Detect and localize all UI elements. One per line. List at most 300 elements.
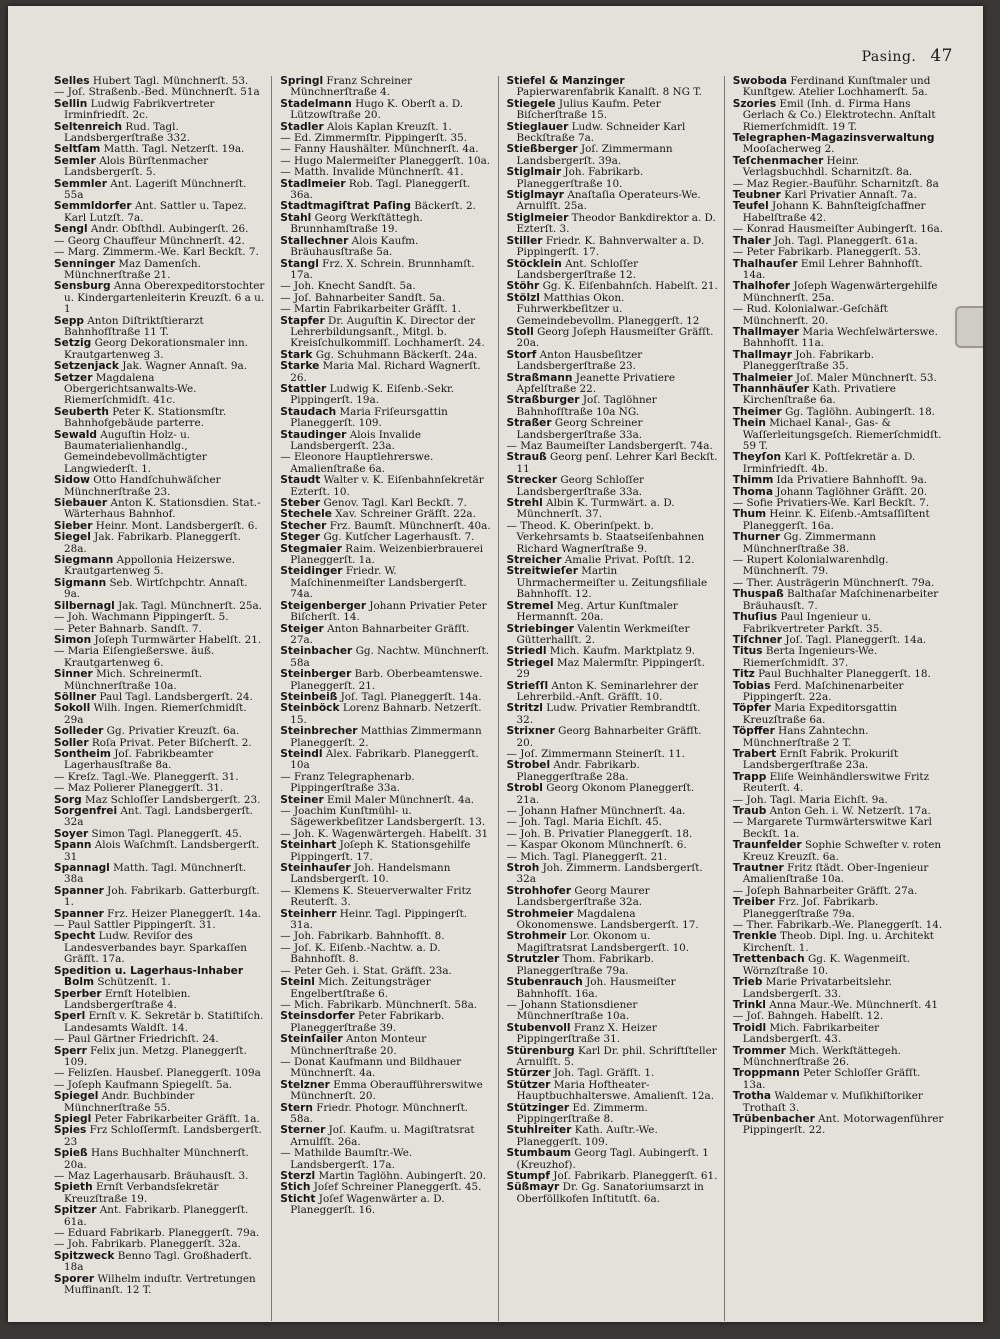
directory-entry	[280, 1194, 492, 1217]
directory-entry	[54, 407, 266, 430]
entry-name: Stuhlreiter	[506, 1124, 572, 1137]
entry-details: Mooſacherweg 2.	[742, 143, 835, 156]
entry-details: Wilh. Ingen. Riemerſchmidſt. 29a	[64, 702, 247, 726]
entry-details: Joſ. Fabrikbeamter Lagerhausſtraße 8a.	[64, 747, 214, 772]
entry-name: Spanner	[54, 907, 104, 920]
entry-details: Maria Expeditorsgattin Kreuzſtraße 6a.	[742, 702, 897, 726]
entry-name: Steinbeiß	[280, 690, 338, 703]
directory-entry	[507, 601, 719, 624]
directory-entry	[507, 1125, 719, 1148]
entry-details: Ant. Tagl. Landsbergerſt. 32a	[64, 805, 253, 829]
entry-name: Trautner	[732, 862, 784, 875]
entry-name: Steiger	[280, 622, 324, 635]
entry-name: Theyſon	[732, 451, 782, 464]
directory-entry	[507, 236, 719, 259]
entry-details: — Joh. Tagl. Maria Eichſt. 45.	[506, 816, 663, 829]
directory-entry	[733, 681, 946, 704]
entry-name: Stöcklein	[506, 257, 562, 270]
entry-details: Dr. Gg. Sanatoriumsarzt in Oberföllkofen Inſtitutſt. 6a.	[516, 1181, 704, 1205]
entry-details: — Joh. Knecht Sandſt. 5a.	[280, 280, 416, 293]
entry-details: Bäckerſt. 2.	[414, 200, 476, 213]
directory-entry	[507, 760, 719, 783]
entry-details: Gg. Nachtw. Münchnerſt. 58a	[290, 645, 490, 669]
entry-details: Maria Wechſelwärterswe. Bahnhofſt. 11a.	[742, 325, 938, 350]
entry-name: Strobl	[506, 782, 543, 795]
entry-name: Spiegel	[54, 1090, 99, 1103]
entry-name: Stubenvoll	[506, 1021, 571, 1034]
directory-entry	[507, 76, 719, 99]
entry-name: Stremel	[506, 599, 554, 612]
entry-name: Steigenberger	[280, 599, 367, 612]
entry-details: Friedr. K. Bahnverwalter a. D. Pippingerſt. 17.	[516, 234, 705, 259]
directory-column-3	[503, 76, 725, 1321]
entry-details: Joh. Fabrikarb. Planeggerſtraße 35.	[742, 348, 875, 373]
entry-details: Ludwig K. Eiſenb.-Sekr. Pippingerſt. 19a.	[290, 382, 455, 407]
entry-details: Genov. Tagl. Karl Beckſt. 7.	[323, 497, 467, 510]
directory-entry	[54, 498, 266, 521]
entry-details: Julius Kaufm. Peter Biſcherſtraße 15.	[516, 97, 661, 122]
entry-name: Thalhauſer	[732, 257, 798, 270]
entry-name: Söllner	[54, 690, 97, 703]
directory-entry	[280, 259, 492, 282]
page-header-place: Pasing.	[861, 49, 917, 65]
entry-details: Jak. Fabrikarb. Planeggerſt. 28a.	[64, 531, 241, 555]
entry-name: Steber	[280, 497, 321, 510]
entry-details: Heinr. Tagl. Pippingerſt. 31a.	[290, 907, 468, 932]
directory-entry	[507, 350, 719, 373]
entry-details: Emil Maler Münchnerſt. 4a.	[327, 793, 475, 806]
entry-name: Stützer	[506, 1078, 551, 1091]
entry-details: — Ther. Austrägerin Münchnerſt. 79a.	[732, 576, 935, 589]
entry-details: Maria Friſeursgattin Planeggerſt. 109.	[290, 405, 448, 430]
entry-details: Balthaſar Maſchinenarbeiter Bräuhausſt. 7.	[742, 588, 939, 612]
directory-entry	[733, 1091, 946, 1114]
entry-name: Troidl	[732, 1021, 767, 1034]
entry-name: Stritzl	[506, 702, 543, 715]
entry-details: Anton K. Seminarlehrer der Lehrerbild.-Anſt. Gräfſt. 10.	[516, 679, 699, 703]
entry-details: Anton Hausbeſitzer Landsbergerſtraße 23.	[516, 348, 643, 373]
entry-details: Gg. Zimmermann Münchnerſtraße 38.	[742, 531, 876, 555]
directory-entry	[733, 646, 946, 669]
entry-details: Anna Maur.-We. Münchnerſt. 41	[769, 998, 938, 1011]
entry-name: Strobel	[506, 759, 551, 772]
entry-details: Gg. Schuhmann Bäckerſt. 24a.	[315, 348, 478, 361]
entry-name: Steinsdorfer	[280, 1010, 355, 1023]
entry-details: — Georg Chauffeur Münchnerſt. 42.	[54, 234, 245, 247]
entry-name: Strehl	[506, 497, 543, 510]
entry-details: — Paul Gärtner Friedrichſt. 24.	[54, 1033, 219, 1046]
directory-entry	[54, 179, 266, 202]
entry-details: Jak. Wagner Annaſt. 9a.	[122, 360, 248, 373]
entry-details: Mich. Schreinermſt. Münchnerſtraße 10a.	[64, 668, 203, 692]
entry-details: Ludwig Fabrikvertreter Irminfriedſt. 2c.	[64, 97, 215, 122]
entry-details: — Sofie Privatiers-We. Karl Beckſt. 7.	[732, 497, 930, 510]
directory-entry	[507, 144, 719, 167]
entry-details: Peter K. Stationsmſtr. Bahnhofgebäude parterre.	[64, 405, 227, 430]
entry-details: Anton Bahnarbeiter Gräfſt. 27a.	[290, 622, 470, 646]
entry-name: Steinbrecher	[280, 725, 358, 738]
entry-name: Stiglmayr	[506, 189, 565, 202]
entry-details: Dr. Auguſtin K. Director der Lehrerbildungsanſt., Mitgl. b. Kreisſchulkommiſſ. Lochhamerſt. 24.	[290, 314, 485, 350]
entry-name: Thuſius	[732, 611, 778, 624]
entry-details: Maz Schloſſer Landsbergerſt. 23.	[85, 793, 261, 806]
entry-name: Spedition u. Lagerhaus-Inhaber Bolm	[54, 964, 244, 989]
directory-entry	[54, 99, 266, 122]
directory-entry	[507, 1023, 719, 1046]
directory-entry	[54, 703, 266, 726]
entry-name: Sengl	[54, 223, 88, 236]
entry-details: Barb. Oberbeamtenswe. Planeggerſt. 21.	[290, 668, 483, 692]
entry-details: Berta Ingenieurs-We. Riemerſchmidſt. 37.	[742, 645, 878, 669]
entry-name: Stadlmeier	[280, 177, 346, 190]
entry-name: Thalhofer	[732, 280, 791, 293]
entry-details: Benno Tagl. Großhaderſt. 18a	[64, 1249, 252, 1274]
directory-entry	[507, 190, 719, 213]
entry-name: Stumbaum	[506, 1147, 572, 1160]
directory-entry	[280, 703, 492, 726]
entry-name: Spies	[54, 1124, 87, 1137]
directory-entry	[280, 863, 492, 886]
directory-entry	[507, 909, 719, 932]
entry-details: Paul Ingenieur u. Fabrikvertreter Parkſt. 35.	[742, 611, 883, 635]
entry-name: Steinhart	[280, 839, 337, 852]
entry-name: Staudach	[280, 405, 337, 418]
entry-name: Spanner	[54, 884, 104, 897]
entry-details: Maz Malermſtr. Pippingerſt. 29	[516, 656, 705, 681]
directory-entry	[54, 1148, 266, 1171]
entry-details: Michael Kanal-, Gas- & Waſſerleitungsgeſch. Riemerſchmidſt. 59 T.	[742, 417, 942, 452]
entry-name: Strohmeier	[506, 907, 574, 920]
entry-name: Setzig	[54, 337, 92, 350]
directory-entry	[280, 1011, 492, 1034]
entry-details: Matth. Tagl. Netzerſt. 19a.	[103, 143, 245, 156]
directory-entry	[733, 817, 946, 840]
entry-details: Johann Privatier Peter Biſcherſt. 14.	[290, 599, 487, 624]
entry-name: Striedl	[506, 645, 547, 658]
entry-details: — Theod. K. Oberinſpekt. b. Verkehrsamts b. Staatseiſenbahnen Richard Wagnerſtraße 9.	[506, 519, 705, 555]
entry-name: Trotha	[732, 1090, 772, 1103]
entry-details: — Joh. Fabrikarb. Planeggerſt. 32a.	[54, 1238, 241, 1251]
entry-name: Steinböck	[280, 702, 340, 715]
entry-details: Karl Privatier Annaſt. 7a.	[784, 189, 917, 202]
directory-entry	[280, 99, 492, 122]
entry-details: Peter Fabrikarbeiter Gräfſt. 1a.	[94, 1112, 260, 1125]
entry-details: Anton Monteur Münchnerſtraße 20.	[290, 1033, 427, 1057]
entry-details: Ed. Zimmerm. Pippingerſtraße 8.	[516, 1101, 648, 1125]
entry-details: Paul Tagl. Landsbergerſt. 24.	[99, 690, 253, 703]
entry-name: Thannhäuſer	[732, 382, 810, 395]
entry-details: Johann Taglöhner Gräfſt. 20.	[776, 485, 928, 498]
directory-entry	[733, 954, 946, 977]
entry-details: — Rud. Kolonialwar.-Geſchäft Münchnerſt. 20.	[732, 303, 888, 327]
entry-details: Sophie Schweſter v. roten Kreuz Kreuzſt. 6a.	[742, 839, 942, 863]
entry-name: Semmler	[54, 177, 107, 190]
entry-name: Töpffer	[732, 725, 775, 738]
directory-entry	[733, 703, 946, 726]
entry-details: Georg Maurer Landsbergerſtraße 32a.	[516, 884, 650, 909]
binder-tab	[955, 306, 983, 348]
directory-entry	[507, 1046, 719, 1069]
entry-details: Fritz ſtädt. Ober-Ingenieur Amalienſtraße 10a.	[742, 862, 929, 886]
entry-name: Steiner	[280, 793, 324, 806]
entry-details: Joſ. Zimmermann Landsbergerſt. 39a.	[516, 143, 673, 167]
entry-details: Gg. K. Wagenmeiſt. Wörnzſtraße 10.	[742, 953, 910, 977]
directory-entry	[280, 749, 492, 772]
entry-details: Magdalena Obergerichtsanwalts-We. Riemerſchmidſt. 41c.	[64, 371, 197, 407]
directory-entry	[507, 954, 719, 977]
entry-name: Sidow	[54, 474, 90, 487]
entry-name: Steinl	[280, 976, 315, 989]
entry-details: — Joh. Tagl. Maria Eichſt. 9a.	[732, 793, 888, 806]
entry-details: Joſ. Taglöhner Bahnhofſtraße 10a NG.	[516, 394, 657, 418]
entry-name: Stroh	[506, 862, 540, 875]
directory-entry	[733, 281, 946, 304]
directory-entry	[733, 384, 946, 407]
entry-name: Thuspaß	[732, 588, 784, 601]
entry-name: Thimm	[732, 474, 774, 487]
entry-details: Andr. Fabrikarb. Planeggerſtraße 28a.	[516, 759, 640, 783]
entry-details: Joh. Handelsmann Landsbergerſt. 10.	[290, 862, 451, 886]
entry-details: Schützenſt. 1.	[97, 976, 171, 989]
entry-name: Stecher	[280, 519, 327, 532]
entry-name: Semmldorfer	[54, 200, 132, 213]
entry-name: Spannagl	[54, 862, 110, 875]
entry-details: Georg Schloſſer Landsbergerſtraße 33a.	[516, 474, 645, 498]
entry-details: Frz. Baumſt. Münchnerſt. 40a.	[329, 519, 491, 532]
entry-name: Stieglauer	[506, 120, 569, 133]
directory-entry	[280, 1103, 492, 1126]
entry-details: Matth. Tagl. Münchnerſt. 38a	[64, 862, 247, 886]
entry-name: Sontheim	[54, 747, 111, 760]
directory-entry	[507, 977, 719, 1000]
directory-page	[8, 6, 983, 1322]
entry-details: Hans Zahntechn. Münchnerſtraße 2 T.	[742, 725, 869, 749]
entry-details: Lorenz Bahnarb. Netzerſt. 15.	[290, 702, 482, 726]
entry-details: Joſeph Wagenwärtergehilfe Münchnerſt. 25a.	[742, 280, 938, 304]
entry-name: Steindl	[280, 747, 323, 760]
entry-name: Trabert	[732, 747, 777, 760]
directory-entry	[54, 863, 266, 886]
entry-name: Stich	[280, 1181, 311, 1194]
entry-details: Ernſt v. K. Sekretär b. Statiſtiſch. Landesamts Waldſt. 14.	[64, 1010, 264, 1034]
entry-details: Matthias Okon. Fuhrwerkbeſitzer u. Gemeindebevollm. Planeggerſt. 12	[516, 291, 700, 327]
entry-details: Otto Handſchuhwäſcher Münchnerſtraße 23.	[64, 474, 221, 498]
directory-entry	[54, 966, 266, 989]
entry-details: Matthias Zimmermann Planeggerſt. 2.	[290, 725, 482, 749]
directory-entry	[507, 521, 719, 555]
entry-details: Raim. Weizenbierbrauerei Planeggerſt. 1a.	[290, 542, 484, 567]
entry-name: Simon	[54, 633, 92, 646]
entry-name: Sellin	[54, 97, 88, 110]
entry-details: Ant. Motorwagenführer Pippingerſt. 22.	[742, 1112, 944, 1137]
entry-name: Stapfer	[280, 314, 325, 327]
entry-details: Xav. Schreiner Gräfſt. 22a.	[335, 508, 476, 521]
entry-name: Thallmayer	[732, 325, 800, 338]
entry-name: Spieth	[54, 1181, 93, 1194]
directory-entry	[507, 395, 719, 418]
entry-name: Soller	[54, 736, 89, 749]
entry-name: Teufel	[732, 200, 769, 213]
directory-entry	[507, 886, 719, 909]
directory-entry	[280, 236, 492, 259]
directory-entry	[54, 749, 266, 772]
directory-entry	[280, 624, 492, 647]
directory-entry	[54, 1274, 266, 1297]
directory-entry	[280, 772, 492, 795]
directory-entry	[54, 1182, 266, 1205]
directory-entry	[733, 418, 946, 452]
entry-name: Strauß	[506, 451, 547, 464]
entry-name: Seltſam	[54, 143, 101, 156]
entry-name: Trübenbacher	[732, 1112, 815, 1125]
entry-name: Straßer	[506, 417, 552, 430]
directory-entry	[280, 213, 492, 236]
entry-name: Springl	[280, 76, 324, 87]
entry-details: Gg. Kutſcher Lagerhausſt. 7.	[323, 531, 475, 544]
entry-name: Teſchenmacher	[732, 154, 824, 167]
directory-entry	[54, 430, 266, 476]
entry-name: Trenkle	[732, 930, 777, 943]
entry-name: Spann	[54, 839, 92, 852]
entry-name: Stölzl	[506, 291, 540, 304]
entry-name: Setzenjack	[54, 360, 119, 373]
entry-details: Frz Schloſſermſt. Landsbergerſt. 23	[64, 1124, 262, 1148]
entry-name: Setzer	[54, 371, 93, 384]
directory-entry	[280, 1057, 492, 1080]
entry-name: Trinkl	[732, 998, 766, 1011]
entry-details: Joh. Tagl. Planeggerſt. 61a.	[774, 234, 918, 247]
directory-entry	[507, 167, 719, 190]
entry-details: — Eduard Fabrikarb. Planeggerſt. 79a.	[54, 1227, 260, 1240]
entry-name: Stubenrauch	[506, 976, 583, 989]
directory-entry	[54, 259, 266, 282]
entry-name: Storf	[506, 348, 537, 361]
entry-name: Sorgenfrei	[54, 805, 118, 817]
entry-name: Stießberger	[506, 143, 578, 156]
entry-details: — Joſ. Bahnarbeiter Sandſt. 5a.	[280, 291, 446, 304]
entry-details: Ant. Schloſſer Landsbergerſtraße 12.	[516, 257, 639, 281]
entry-name: Streitwieſer	[506, 565, 578, 578]
entry-name: Stiglmair	[506, 166, 562, 179]
entry-details: Hugo K. Oberſt a. D. Lützowſtraße 20.	[290, 97, 464, 122]
entry-name: Siebauer	[54, 497, 108, 510]
entry-name: Stützinger	[506, 1101, 570, 1114]
entry-name: Steinbacher	[280, 645, 353, 658]
directory-entry	[280, 886, 492, 909]
entry-name: Sigmann	[54, 576, 107, 589]
directory-entry	[733, 304, 946, 327]
entry-details: — Joh. Wachmann Pippingerſt. 5.	[54, 611, 229, 624]
entry-details: — Klemens K. Steuerverwalter Fritz Reuterſt. 3.	[280, 884, 472, 909]
entry-details: Emil (Inh. d. Firma Hans Gerlach & Co.) Elektrotechn. Anſtalt Riemerſchmidſt. 19 T.	[742, 97, 936, 133]
entry-details: Papierwarenfabrik Kanalſt. 8 NG T.	[516, 86, 702, 99]
entry-details: Franz X. Heizer Pippingerſtraße 31.	[516, 1021, 657, 1046]
entry-details: Theob. Dipl. Ing. u. Architekt Kirchenſt. 1.	[742, 930, 934, 954]
entry-name: Thalmeier	[732, 371, 793, 384]
entry-name: Thurner	[732, 531, 781, 544]
entry-details: Rob. Tagl. Planeggerſt. 36a.	[290, 177, 471, 202]
entry-name: Straßmann	[506, 371, 573, 384]
directory-entry	[507, 931, 719, 954]
entry-name: Strieſſl	[506, 679, 549, 692]
directory-entry	[507, 213, 719, 236]
entry-name: Trettenbach	[732, 953, 805, 966]
entry-details: Joſ. Maler Münchnerſt. 53.	[795, 371, 937, 384]
entry-details: — Joh. Fabrikarb. Bahnhofſt. 8.	[280, 930, 445, 943]
entry-details: — Matth. Invalide Münchnerſt. 41.	[280, 166, 464, 179]
entry-name: Steinhauſer	[280, 862, 351, 875]
directory-entry	[733, 327, 946, 350]
directory-entry	[54, 886, 266, 909]
directory-entry	[507, 1103, 719, 1126]
directory-entry	[54, 201, 266, 224]
directory-entry	[733, 1068, 946, 1091]
entry-name: Steger	[280, 531, 321, 544]
entry-name: Seltenreich	[54, 120, 123, 133]
entry-details: — Joſ. Straßenb.-Bed. Münchnerſt. 51a	[54, 86, 260, 99]
entry-name: Thallmayr	[732, 348, 792, 361]
entry-details: Frz. Joſ. Fabrikarb. Planeggerſtraße 79a.	[742, 896, 879, 920]
directory-entry	[507, 475, 719, 498]
entry-details: Karl K. Poſtſekretär a. D. Irminfriedſt. 4b.	[742, 451, 916, 475]
directory-entry	[280, 726, 492, 749]
entry-details: — Joh. K. Wagenwärtergeh. Habelſt. 31	[280, 827, 489, 840]
entry-name: Sinner	[54, 668, 93, 681]
entry-name: Staudinger	[280, 428, 347, 441]
entry-name: Thoma	[732, 485, 773, 498]
directory-entry	[733, 612, 946, 635]
entry-details: Ludw. Reviſor des Landesverbandes bayr. Sparkaſſen Gräfſt. 17a.	[64, 930, 247, 966]
directory-entry	[733, 452, 946, 475]
entry-details: Mich. Fabrikarbeiter Landsbergerſt. 43.	[742, 1021, 880, 1046]
entry-name: Sensburg	[54, 280, 111, 293]
directory-entry	[507, 658, 719, 681]
directory-entry	[507, 259, 719, 282]
directory-entry	[280, 669, 492, 692]
entry-details: — Johann Stationsdiener Münchnerſtraße 10a.	[506, 998, 638, 1023]
entry-details: — Rupert Kolonialwarenhdlg. Münchnerſt. 79.	[732, 554, 889, 578]
directory-entry	[280, 361, 492, 384]
directory-entry	[54, 555, 266, 578]
entry-details: Jeanette Privatiere Apfelſtraße 22.	[516, 371, 676, 395]
entry-details: Georg Schreiner Landsbergerſtraße 33a.	[516, 417, 643, 441]
entry-details: Georg Dekorationsmaler inn. Krautgartenweg 3.	[64, 337, 248, 361]
entry-details: — Marg. Zimmerm.-We. Karl Beckſt. 7.	[54, 246, 259, 259]
directory-entry	[507, 452, 719, 475]
entry-name: Süßmayr	[506, 1181, 560, 1194]
entry-name: Sporer	[54, 1272, 95, 1285]
entry-details: Hans Buchhalter Münchnerſt. 20a.	[64, 1147, 249, 1171]
directory-entry	[280, 407, 492, 430]
entry-name: Traub	[732, 805, 767, 817]
entry-details: Waldemar v. Muſikhiſtoriker Trothaſt 3.	[742, 1090, 923, 1114]
directory-entry	[507, 783, 719, 806]
directory-entry	[733, 931, 946, 954]
entry-name: Trommer	[732, 1044, 786, 1057]
directory-entry	[733, 897, 946, 920]
entry-details: Lor. Okonom u. Magiſtratsrat Landsbergerſt. 10.	[516, 930, 690, 954]
directory-entry	[280, 1080, 492, 1103]
entry-name: Staudt	[280, 474, 321, 487]
entry-details: — Joſeph Kaufmann Spiegelſt. 5a.	[54, 1078, 233, 1091]
entry-details: Johann K. Bahnſteigſchaffner Habelſtraße 42.	[742, 200, 926, 224]
entry-name: Stechele	[280, 508, 332, 521]
entry-details: Franz Schreiner Münchnerſtraße 4.	[290, 76, 413, 99]
entry-details: — Joſ. K. Eiſenb.-Nachtw. a. D. Bahnhofſt. 8.	[280, 941, 441, 966]
directory-entry	[280, 840, 492, 863]
entry-details: Andr. Buchbinder Münchnerſtraße 55.	[64, 1090, 195, 1114]
directory-entry	[507, 703, 719, 726]
